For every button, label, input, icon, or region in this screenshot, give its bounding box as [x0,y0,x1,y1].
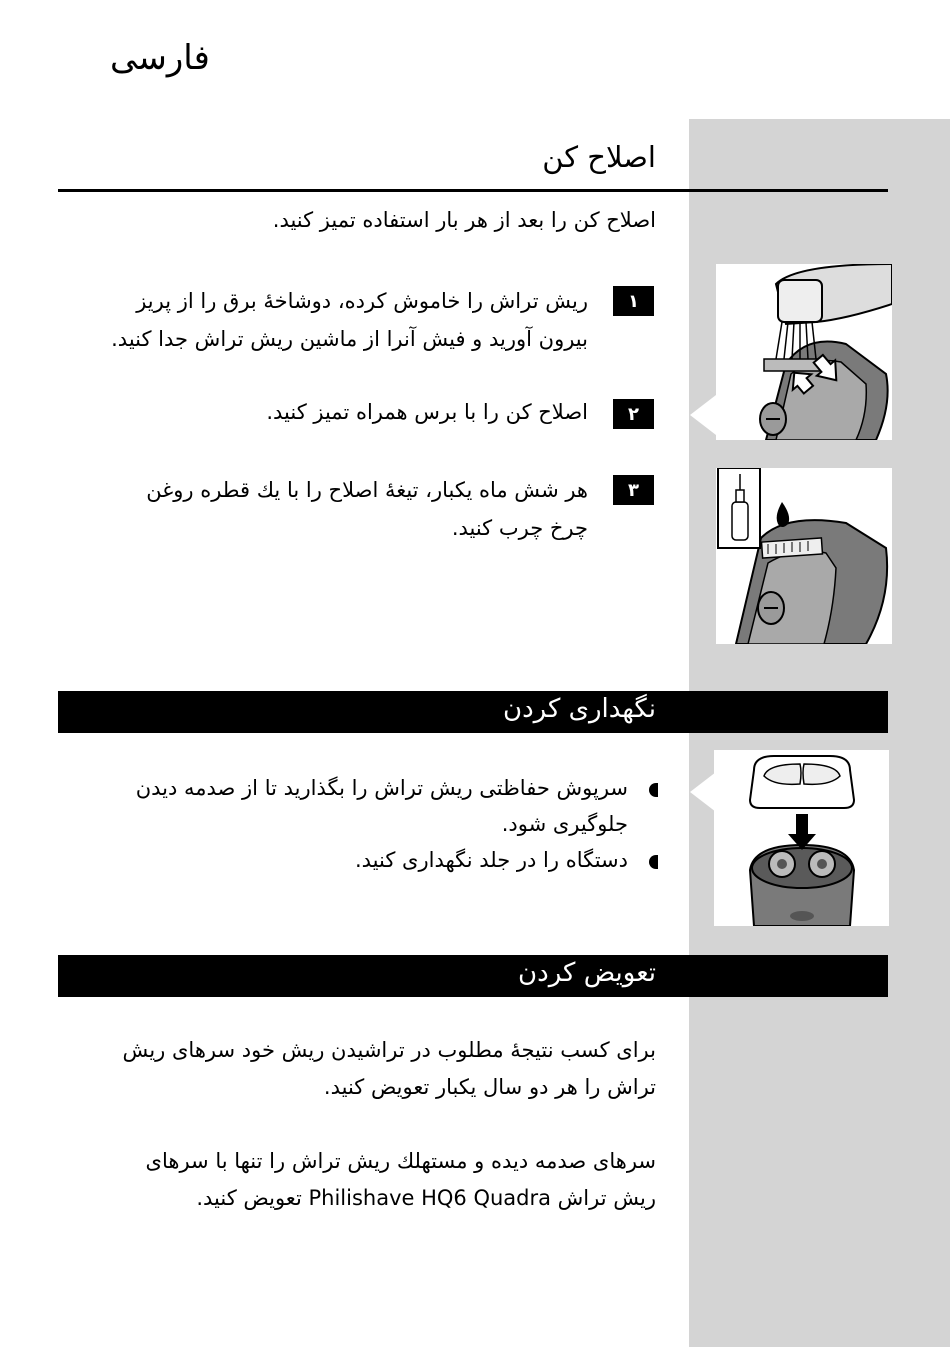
step-text-2 [266,393,588,431]
step-2-line-1: اصلاح کن را با برس همراه تمیز کنید. [266,400,588,424]
step-1-line-1: ریش تراش را خاموش کرده، دوشاخهٔ برق را از پریز [136,289,588,313]
trimmer-intro: اصلاح کن را بعد از هر بار استفاده تمیز کنید. [272,208,656,232]
brush-cleaning-image [716,264,892,440]
storage-bullet-1-line-2: جلوگیری شود. [501,812,628,836]
replacement-heading-band [58,955,888,997]
pointer-triangle [690,395,716,435]
bullet-marker [649,855,658,869]
step-text-1 [111,282,588,358]
oiling-image [716,468,892,644]
storage-bullet-2-line-1: دستگاه را در جلد نگهداری کنید. [354,848,628,872]
replacement-paragraph-2 [46,1143,656,1217]
replacement-p1-line-2: تراش را هر دو سال یکبار تعویض کنید. [323,1075,656,1099]
illustration-protection-cap [714,750,889,926]
replacement-heading: تعویض کردن [518,958,656,988]
step-number-1: ۱ [613,286,654,316]
step-text-3 [146,471,588,547]
replacement-p1-line-1: برای کسب نتیجهٔ مطلوب در تراشیدن ریش خود سرهای ریش [122,1038,656,1062]
heading-rule [58,189,888,192]
storage-bullet-1 [136,770,628,842]
storage-bullet-1-line-1: سرپوش حفاظتی ریش تراش را بگذارید تا از صدمه دیدن [135,776,628,800]
step-3-line-1: هر شش ماه یکبار، تیغهٔ اصلاح را با یك قطره روغن [146,478,588,502]
replacement-paragraph-1 [46,1032,656,1106]
storage-bullets [136,770,628,878]
storage-bullet-2 [136,842,628,878]
pointer-triangle [690,772,716,812]
storage-heading-band [58,691,888,733]
storage-heading: نگهداری کردن [502,694,656,724]
illustration-oiling [716,468,892,644]
trimmer-heading: اصلاح کن [542,140,656,174]
protection-cap-image [714,750,889,926]
replacement-p2-line-1: سرهای صدمه دیده و مستهلك ریش تراش را تنها با سرهای [145,1149,656,1173]
replacement-p2-line-2: ریش تراش Philishave HQ6 Quadra تعویض کنید. [196,1186,656,1210]
step-1-line-2: بیرون آورید و فیش آنرا از ماشین ریش تراش جدا کنید. [111,327,588,351]
language-label: فارسی [110,38,210,78]
step-3-line-2: چرخ چرب کنید. [451,516,588,540]
step-number-2: ۲ [613,399,654,429]
step-number-3: ۳ [613,475,654,505]
illustration-brush-cleaning [716,264,892,440]
bullet-marker [649,783,658,797]
